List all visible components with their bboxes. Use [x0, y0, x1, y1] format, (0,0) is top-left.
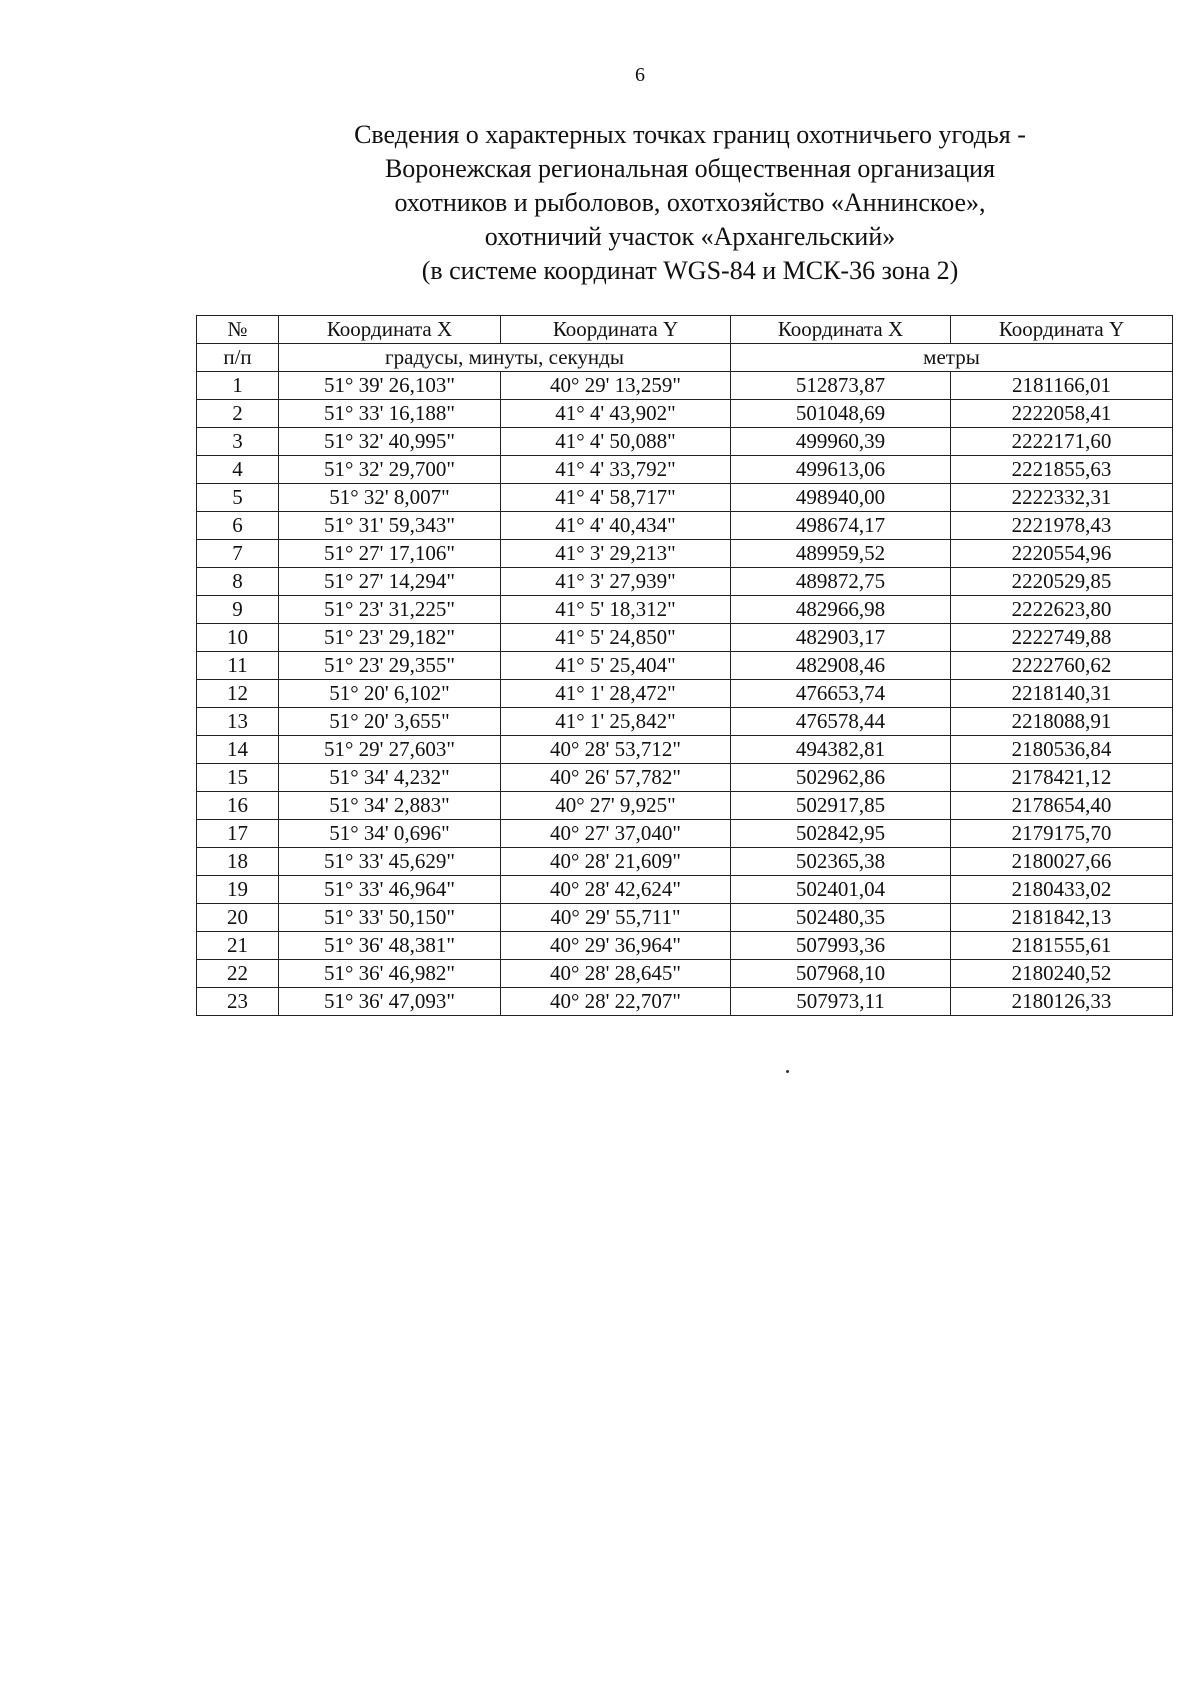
cell-point-number: 8 — [197, 568, 279, 596]
cell-y-meters: 2180536,84 — [951, 736, 1173, 764]
header-dms-units: градусы, минуты, секунды — [279, 344, 731, 372]
cell-x-meters: 476653,74 — [731, 680, 951, 708]
table-row — [197, 540, 1173, 568]
table-row — [197, 680, 1173, 708]
cell-x-meters: 502401,04 — [731, 876, 951, 904]
cell-latitude-dms: 51° 34' 4,232" — [279, 764, 501, 792]
table-row — [197, 876, 1173, 904]
cell-point-number: 16 — [197, 792, 279, 820]
cell-x-meters: 489959,52 — [731, 540, 951, 568]
cell-longitude-dms: 41° 3' 29,213" — [501, 540, 731, 568]
cell-longitude-dms: 40° 28' 21,609" — [501, 848, 731, 876]
cell-point-number: 2 — [197, 400, 279, 428]
cell-latitude-dms: 51° 33' 16,188" — [279, 400, 501, 428]
cell-point-number: 12 — [197, 680, 279, 708]
cell-longitude-dms: 40° 28' 28,645" — [501, 960, 731, 988]
cell-y-meters: 2220529,85 — [951, 568, 1173, 596]
cell-latitude-dms: 51° 23' 29,355" — [279, 652, 501, 680]
cell-point-number: 22 — [197, 960, 279, 988]
cell-y-meters: 2180240,52 — [951, 960, 1173, 988]
cell-latitude-dms: 51° 34' 0,696" — [279, 820, 501, 848]
table-row — [197, 568, 1173, 596]
cell-point-number: 3 — [197, 428, 279, 456]
table-row — [197, 792, 1173, 820]
cell-y-meters: 2222171,60 — [951, 428, 1173, 456]
cell-longitude-dms: 40° 27' 9,925" — [501, 792, 731, 820]
cell-x-meters: 502365,38 — [731, 848, 951, 876]
cell-longitude-dms: 40° 29' 36,964" — [501, 932, 731, 960]
table-row — [197, 456, 1173, 484]
cell-longitude-dms: 41° 4' 50,088" — [501, 428, 731, 456]
cell-y-meters: 2222058,41 — [951, 400, 1173, 428]
header-coord-y-meters: Координата Y — [951, 316, 1173, 344]
cell-y-meters: 2178654,40 — [951, 792, 1173, 820]
cell-x-meters: 499613,06 — [731, 456, 951, 484]
cell-x-meters: 502842,95 — [731, 820, 951, 848]
cell-latitude-dms: 51° 33' 45,629" — [279, 848, 501, 876]
cell-latitude-dms: 51° 27' 14,294" — [279, 568, 501, 596]
cell-point-number: 11 — [197, 652, 279, 680]
table-row — [197, 904, 1173, 932]
cell-y-meters: 2179175,70 — [951, 820, 1173, 848]
cell-point-number: 18 — [197, 848, 279, 876]
table-row — [197, 428, 1173, 456]
table-row — [197, 624, 1173, 652]
cell-x-meters: 498940,00 — [731, 484, 951, 512]
cell-point-number: 7 — [197, 540, 279, 568]
cell-x-meters: 501048,69 — [731, 400, 951, 428]
cell-longitude-dms: 40° 28' 22,707" — [501, 988, 731, 1016]
table-row — [197, 736, 1173, 764]
cell-y-meters: 2221978,43 — [951, 512, 1173, 540]
cell-longitude-dms: 40° 27' 37,040" — [501, 820, 731, 848]
header-coord-x-dms: Координата X — [279, 316, 501, 344]
cell-latitude-dms: 51° 31' 59,343" — [279, 512, 501, 540]
cell-point-number: 21 — [197, 932, 279, 960]
cell-point-number: 6 — [197, 512, 279, 540]
title-line: охотников и рыболовов, охотхозяйство «Аннинское», — [394, 188, 986, 217]
table-row — [197, 764, 1173, 792]
cell-longitude-dms: 41° 1' 28,472" — [501, 680, 731, 708]
cell-y-meters: 2220554,96 — [951, 540, 1173, 568]
cell-point-number: 19 — [197, 876, 279, 904]
cell-longitude-dms: 40° 28' 53,712" — [501, 736, 731, 764]
cell-y-meters: 2181555,61 — [951, 932, 1173, 960]
cell-x-meters: 489872,75 — [731, 568, 951, 596]
header-number-subtitle: п/п — [197, 344, 279, 372]
table-row — [197, 932, 1173, 960]
table-row — [197, 512, 1173, 540]
cell-x-meters: 482966,98 — [731, 596, 951, 624]
coordinates-table — [196, 315, 1173, 1016]
title-line: (в системе координат WGS-84 и МСК-36 зона 2) — [421, 256, 959, 285]
cell-longitude-dms: 41° 4' 58,717" — [501, 484, 731, 512]
table-row — [197, 596, 1173, 624]
document-title — [260, 118, 1120, 288]
cell-x-meters: 507993,36 — [731, 932, 951, 960]
cell-longitude-dms: 40° 28' 42,624" — [501, 876, 731, 904]
cell-y-meters: 2222760,62 — [951, 652, 1173, 680]
cell-latitude-dms: 51° 34' 2,883" — [279, 792, 501, 820]
cell-y-meters: 2218088,91 — [951, 708, 1173, 736]
table-header-row — [197, 316, 1173, 344]
cell-y-meters: 2180433,02 — [951, 876, 1173, 904]
cell-x-meters: 482903,17 — [731, 624, 951, 652]
cell-latitude-dms: 51° 20' 3,655" — [279, 708, 501, 736]
cell-point-number: 13 — [197, 708, 279, 736]
cell-y-meters: 2221855,63 — [951, 456, 1173, 484]
title-line: охотничий участок «Архангельский» — [484, 222, 896, 251]
cell-latitude-dms: 51° 39' 26,103" — [279, 372, 501, 400]
cell-x-meters: 494382,81 — [731, 736, 951, 764]
cell-point-number: 20 — [197, 904, 279, 932]
cell-longitude-dms: 41° 5' 24,850" — [501, 624, 731, 652]
cell-longitude-dms: 41° 5' 18,312" — [501, 596, 731, 624]
cell-latitude-dms: 51° 32' 29,700" — [279, 456, 501, 484]
cell-latitude-dms: 51° 36' 46,982" — [279, 960, 501, 988]
cell-x-meters: 502480,35 — [731, 904, 951, 932]
table-row — [197, 400, 1173, 428]
cell-latitude-dms: 51° 27' 17,106" — [279, 540, 501, 568]
cell-longitude-dms: 41° 1' 25,842" — [501, 708, 731, 736]
cell-longitude-dms: 40° 26' 57,782" — [501, 764, 731, 792]
cell-x-meters: 502962,86 — [731, 764, 951, 792]
cell-x-meters: 512873,87 — [731, 372, 951, 400]
cell-y-meters: 2222623,80 — [951, 596, 1173, 624]
cell-latitude-dms: 51° 23' 31,225" — [279, 596, 501, 624]
cell-longitude-dms: 40° 29' 55,711" — [501, 904, 731, 932]
cell-longitude-dms: 41° 3' 27,939" — [501, 568, 731, 596]
table-body — [197, 372, 1173, 1016]
cell-latitude-dms: 51° 36' 48,381" — [279, 932, 501, 960]
table-row — [197, 848, 1173, 876]
cell-longitude-dms: 41° 5' 25,404" — [501, 652, 731, 680]
cell-y-meters: 2180126,33 — [951, 988, 1173, 1016]
cell-x-meters: 507968,10 — [731, 960, 951, 988]
cell-point-number: 10 — [197, 624, 279, 652]
title-line: Сведения о характерных точках границ охотничьего угодья - — [354, 120, 1026, 149]
cell-y-meters: 2178421,12 — [951, 764, 1173, 792]
table-row — [197, 652, 1173, 680]
cell-longitude-dms: 41° 4' 40,434" — [501, 512, 731, 540]
cell-latitude-dms: 51° 29' 27,603" — [279, 736, 501, 764]
cell-point-number: 4 — [197, 456, 279, 484]
header-coord-x-meters: Координата X — [731, 316, 951, 344]
cell-point-number: 17 — [197, 820, 279, 848]
table-row — [197, 372, 1173, 400]
cell-x-meters: 476578,44 — [731, 708, 951, 736]
header-coord-y-dms: Координата Y — [501, 316, 731, 344]
cell-latitude-dms: 51° 32' 8,007" — [279, 484, 501, 512]
cell-y-meters: 2222749,88 — [951, 624, 1173, 652]
cell-x-meters: 507973,11 — [731, 988, 951, 1016]
cell-latitude-dms: 51° 33' 50,150" — [279, 904, 501, 932]
table-row — [197, 484, 1173, 512]
cell-latitude-dms: 51° 20' 6,102" — [279, 680, 501, 708]
cell-latitude-dms: 51° 23' 29,182" — [279, 624, 501, 652]
title-line: Воронежская региональная общественная организация — [384, 154, 996, 183]
stray-dot — [786, 1070, 789, 1073]
cell-point-number: 5 — [197, 484, 279, 512]
cell-y-meters: 2181842,13 — [951, 904, 1173, 932]
cell-point-number: 9 — [197, 596, 279, 624]
table-row — [197, 960, 1173, 988]
cell-longitude-dms: 41° 4' 33,792" — [501, 456, 731, 484]
cell-longitude-dms: 41° 4' 43,902" — [501, 400, 731, 428]
table-row — [197, 708, 1173, 736]
cell-y-meters: 2180027,66 — [951, 848, 1173, 876]
cell-x-meters: 502917,85 — [731, 792, 951, 820]
table-units-row — [197, 344, 1173, 372]
cell-point-number: 15 — [197, 764, 279, 792]
cell-longitude-dms: 40° 29' 13,259" — [501, 372, 731, 400]
cell-x-meters: 498674,17 — [731, 512, 951, 540]
page-number: 6 — [635, 64, 645, 86]
cell-x-meters: 482908,46 — [731, 652, 951, 680]
table-row — [197, 988, 1173, 1016]
cell-latitude-dms: 51° 32' 40,995" — [279, 428, 501, 456]
header-meter-units: метры — [731, 344, 1173, 372]
cell-y-meters: 2218140,31 — [951, 680, 1173, 708]
cell-point-number: 1 — [197, 372, 279, 400]
cell-latitude-dms: 51° 33' 46,964" — [279, 876, 501, 904]
header-number: № — [197, 316, 279, 344]
cell-point-number: 14 — [197, 736, 279, 764]
cell-latitude-dms: 51° 36' 47,093" — [279, 988, 501, 1016]
table-row — [197, 820, 1173, 848]
cell-point-number: 23 — [197, 988, 279, 1016]
cell-y-meters: 2181166,01 — [951, 372, 1173, 400]
cell-x-meters: 499960,39 — [731, 428, 951, 456]
cell-y-meters: 2222332,31 — [951, 484, 1173, 512]
